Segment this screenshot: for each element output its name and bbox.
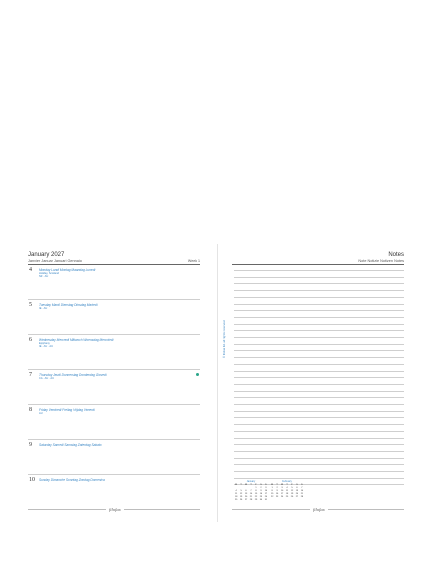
note-line[interactable] — [234, 371, 404, 372]
mini-calendar-day: 21 — [300, 493, 304, 496]
note-line[interactable] — [234, 397, 404, 398]
mini-calendar-day: 3 — [281, 487, 283, 490]
weekday-label: S — [265, 484, 267, 486]
day-row[interactable] — [28, 440, 200, 475]
day-row[interactable] — [28, 265, 200, 300]
event-dot-icon — [196, 373, 199, 376]
mini-calendar-day: 7 — [250, 490, 252, 493]
notes-header-rule — [232, 264, 404, 265]
mini-calendar-day: 4 — [286, 487, 288, 490]
note-line[interactable] — [234, 471, 404, 472]
mini-calendar-day: 7 — [301, 487, 303, 490]
note-line[interactable] — [234, 310, 404, 311]
day-name: Wednesday Mercredi Mittwoch Woensdag Mercoledì — [39, 338, 114, 342]
weekday-label: W — [280, 484, 284, 486]
mini-calendar-day: 26 — [239, 499, 243, 502]
weekday-label: F — [291, 484, 293, 486]
mini-calendar-day: 19 — [290, 493, 294, 496]
day-name: Thursday Jeudi Donnerstag Donderdag Giovedì — [39, 373, 107, 377]
mini-calendar-day: 2 — [276, 487, 278, 490]
mini-calendar-day: 8 — [271, 490, 273, 493]
note-line[interactable] — [234, 438, 404, 439]
mini-calendar — [270, 480, 304, 499]
note-line[interactable] — [234, 391, 404, 392]
mini-calendar-day: 15 — [254, 493, 258, 496]
mini-calendar-day: 12 — [239, 493, 243, 496]
day-name: Friday Vendredi Freitag Vrijdag Venerdì — [39, 408, 95, 412]
mini-calendar-day: 28 — [300, 496, 304, 499]
note-line[interactable] — [234, 270, 404, 271]
mini-calendar-day: 22 — [270, 496, 274, 499]
mini-calendar-day: 3 — [265, 487, 267, 490]
mini-calendar-day: 16 — [275, 493, 279, 496]
note-line[interactable] — [234, 404, 404, 405]
mini-calendar-title: January — [246, 480, 256, 483]
weekday-label: T — [240, 484, 242, 486]
note-line[interactable] — [234, 424, 404, 425]
note-line[interactable] — [234, 357, 404, 358]
weekday-label: T — [250, 484, 252, 486]
weekday-label: S — [260, 484, 262, 486]
day-number: 9 — [29, 442, 32, 448]
mini-calendar-day: 14 — [249, 493, 253, 496]
weekday-label: F — [255, 484, 257, 486]
day-row[interactable] — [28, 405, 200, 440]
week-label: Week 1 — [187, 259, 200, 263]
mini-calendar-day: 6 — [245, 490, 247, 493]
notes-title: Notes — [388, 252, 404, 258]
mini-calendar-day: 23 — [259, 496, 263, 499]
day-note: IE · AU — [39, 307, 48, 310]
note-line[interactable] — [234, 478, 404, 479]
note-line[interactable] — [234, 444, 404, 445]
mini-calendar-day: 26 — [290, 496, 294, 499]
mini-calendar-day: 23 — [275, 496, 279, 499]
mini-calendar-day: 10 — [280, 490, 284, 493]
day-number: 8 — [29, 407, 32, 413]
mini-calendar-week — [270, 496, 304, 499]
note-line[interactable] — [234, 411, 404, 412]
note-line[interactable] — [234, 464, 404, 465]
mini-calendar-day: 11 — [285, 490, 289, 493]
mini-calendar-day: 12 — [290, 490, 294, 493]
mini-calendar-day: 24 — [280, 496, 284, 499]
week-page — [28, 250, 200, 520]
note-line[interactable] — [234, 330, 404, 331]
mini-calendar-day: 17 — [264, 493, 268, 496]
note-line[interactable] — [234, 377, 404, 378]
page-divider — [217, 244, 218, 522]
day-name: Sunday Dimanche Sonntag Zondag Domenica — [39, 478, 105, 482]
weekday-label: S — [301, 484, 303, 486]
mini-calendar-day: 1 — [255, 487, 257, 490]
weekday-label: M — [271, 484, 273, 486]
day-number: 4 — [29, 267, 32, 273]
mini-calendar-title: February — [282, 480, 292, 483]
note-line[interactable] — [234, 431, 404, 432]
day-note: Epiphany — [39, 342, 50, 345]
note-line[interactable] — [234, 304, 404, 305]
note-line[interactable] — [234, 417, 404, 418]
weekday-label: T — [286, 484, 288, 486]
day-row[interactable] — [28, 475, 200, 510]
mini-calendar-day: 6 — [296, 487, 298, 490]
weekday-label: M — [235, 484, 237, 486]
mini-calendar-day: 5 — [240, 490, 242, 493]
mini-calendar-day: 1 — [271, 487, 273, 490]
mini-calendar-day: 20 — [295, 493, 299, 496]
day-row[interactable] — [28, 300, 200, 335]
month-translations: Janvier Januar Januari Gennaio — [28, 259, 82, 263]
note-line[interactable] — [234, 290, 404, 291]
mini-calendar-day: 29 — [254, 499, 258, 502]
mini-calendar — [234, 480, 268, 503]
mini-calendar-day: 9 — [276, 490, 278, 493]
day-name: Saturday Samedi Samstag Zaterdag Sabato — [39, 443, 102, 447]
day-number: 6 — [29, 337, 32, 343]
day-note: Holiday, Scotland — [39, 272, 59, 275]
mini-calendar-day: 14 — [300, 490, 304, 493]
mini-calendar-day: 2 — [260, 487, 262, 490]
note-line[interactable] — [234, 297, 404, 298]
note-line[interactable] — [234, 317, 404, 318]
mini-calendar-day: 18 — [285, 493, 289, 496]
note-line[interactable] — [234, 283, 404, 284]
mini-calendar-day: 31 — [264, 499, 268, 502]
mini-calendar-day: 13 — [295, 490, 299, 493]
note-line[interactable] — [234, 344, 404, 345]
mini-calendar-day: 19 — [239, 496, 243, 499]
mini-calendar-day: 9 — [260, 490, 262, 493]
notes-page — [232, 250, 404, 520]
weekday-label: S — [296, 484, 298, 486]
mini-calendar-day: 4 — [235, 490, 237, 493]
day-name: Tuesday Mardi Dienstag Dinsdag Martedì — [39, 303, 98, 307]
note-line[interactable] — [234, 458, 404, 459]
spine-text: © filofax ltd. all rights reserved — [222, 320, 226, 358]
day-note: AU — [39, 412, 43, 415]
note-line[interactable] — [234, 384, 404, 385]
day-number: 7 — [29, 372, 32, 378]
notes-translations: Note Notizie Notizen Notes — [358, 259, 404, 263]
note-line[interactable] — [234, 350, 404, 351]
day-note: NZ · AU — [39, 275, 49, 279]
mini-calendar-day: 28 — [249, 499, 253, 502]
mini-calendar-day: 18 — [234, 496, 238, 499]
day-note: IE · AU · AU — [39, 345, 53, 349]
weekday-label: W — [244, 484, 248, 486]
mini-calendar-day: 8 — [255, 490, 257, 493]
mini-calendar-day: 13 — [244, 493, 248, 496]
mini-calendar-day: 5 — [291, 487, 293, 490]
mini-calendar-day: 25 — [234, 499, 238, 502]
mini-calendar-day: 30 — [259, 499, 263, 502]
note-line[interactable] — [234, 364, 404, 365]
mini-calendar-day: 22 — [254, 496, 258, 499]
day-note: CA · AU · AU — [39, 377, 54, 380]
mini-calendar-week — [234, 499, 268, 502]
mini-calendar-day: 21 — [249, 496, 253, 499]
mini-calendar-day: 27 — [244, 499, 248, 502]
note-line[interactable] — [234, 324, 404, 325]
brand-logo: filofax — [310, 507, 328, 512]
mini-calendar-day: 15 — [270, 493, 274, 496]
mini-calendar-day: 16 — [259, 493, 263, 496]
day-row[interactable] — [28, 335, 200, 370]
note-line[interactable] — [234, 451, 404, 452]
note-line[interactable] — [234, 277, 404, 278]
mini-calendar-day: 24 — [264, 496, 268, 499]
day-number: 10 — [29, 477, 35, 483]
mini-calendar-day: 11 — [234, 493, 238, 496]
weekday-label: T — [276, 484, 278, 486]
month-title: January 2027 — [28, 252, 65, 258]
note-line[interactable] — [234, 337, 404, 338]
mini-calendar-day: 25 — [285, 496, 289, 499]
day-row[interactable] — [28, 370, 200, 405]
day-number: 5 — [29, 302, 32, 308]
mini-calendar-day: 17 — [280, 493, 284, 496]
mini-calendar-day: 27 — [295, 496, 299, 499]
mini-calendar-day: 10 — [264, 490, 268, 493]
day-name: Monday Lundi Montag Maandag Lunedì — [39, 268, 96, 272]
mini-calendar-day: 20 — [244, 496, 248, 499]
brand-logo: filofax — [106, 507, 124, 512]
